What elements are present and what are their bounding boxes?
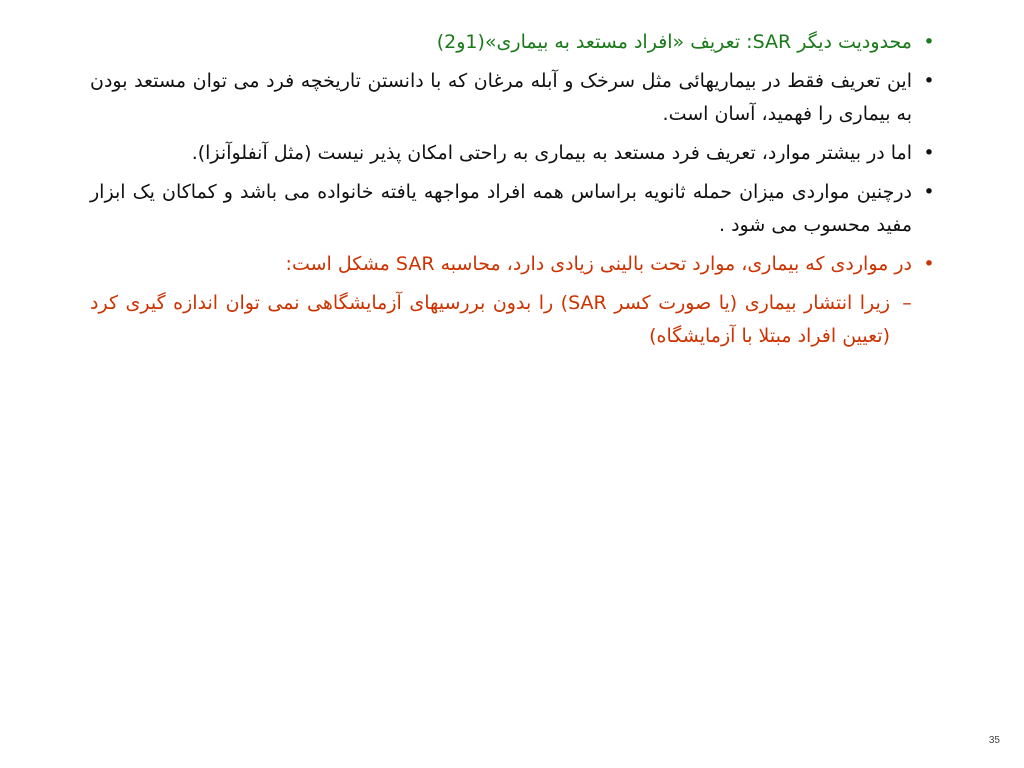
bullet-item-2: [90, 65, 935, 131]
dash-icon: –: [902, 292, 912, 314]
slide-content: [90, 26, 935, 359]
bullet-icon: •: [923, 181, 935, 203]
bullet-icon: •: [923, 142, 935, 164]
bullet-text: اما در بیشتر موارد، تعریف فرد مستعد به بیماری به راحتی امکان پذیر نیست (مثل آنفلوآنزا).: [191, 142, 912, 164]
bullet-icon: •: [923, 31, 935, 53]
bullet-item-3: [90, 137, 935, 170]
bullet-text: این تعریف فقط در بیماریهائی مثل سرخک و آبله مرغان که با دانستن تاریخچه فرد می توان مستعد بودن به بیماری را فهمید، آسان است.: [90, 70, 912, 125]
bullet-item-1: [90, 26, 935, 59]
bullet-text: محدودیت دیگر SAR: تعریف «افراد مستعد به بیماری»(1و2): [436, 31, 912, 53]
bullet-text: در مواردی که بیماری، موارد تحت بالینی زیادی دارد، محاسبه SAR مشکل است:: [285, 253, 912, 275]
sub-bullet-item-1: [90, 287, 912, 353]
bullet-icon: •: [923, 70, 935, 92]
bullet-item-5: [90, 248, 935, 281]
page-number: 35: [988, 735, 1000, 746]
bullet-icon: •: [923, 253, 935, 275]
bullet-text: درچنین مواردی میزان حمله ثانویه براساس همه افراد مواجهه یافته خانواده می باشد و کماکان یک ابزار مفید محسوب می شود .: [90, 181, 912, 236]
bullet-item-4: [90, 176, 935, 242]
sub-bullet-text: زیرا انتشار بیماری (یا صورت کسر SAR) را بدون بررسیهای آزمایشگاهی نمی توان اندازه گیری کرد (تعیین افراد مبتلا با آزمایشگاه): [90, 292, 891, 347]
